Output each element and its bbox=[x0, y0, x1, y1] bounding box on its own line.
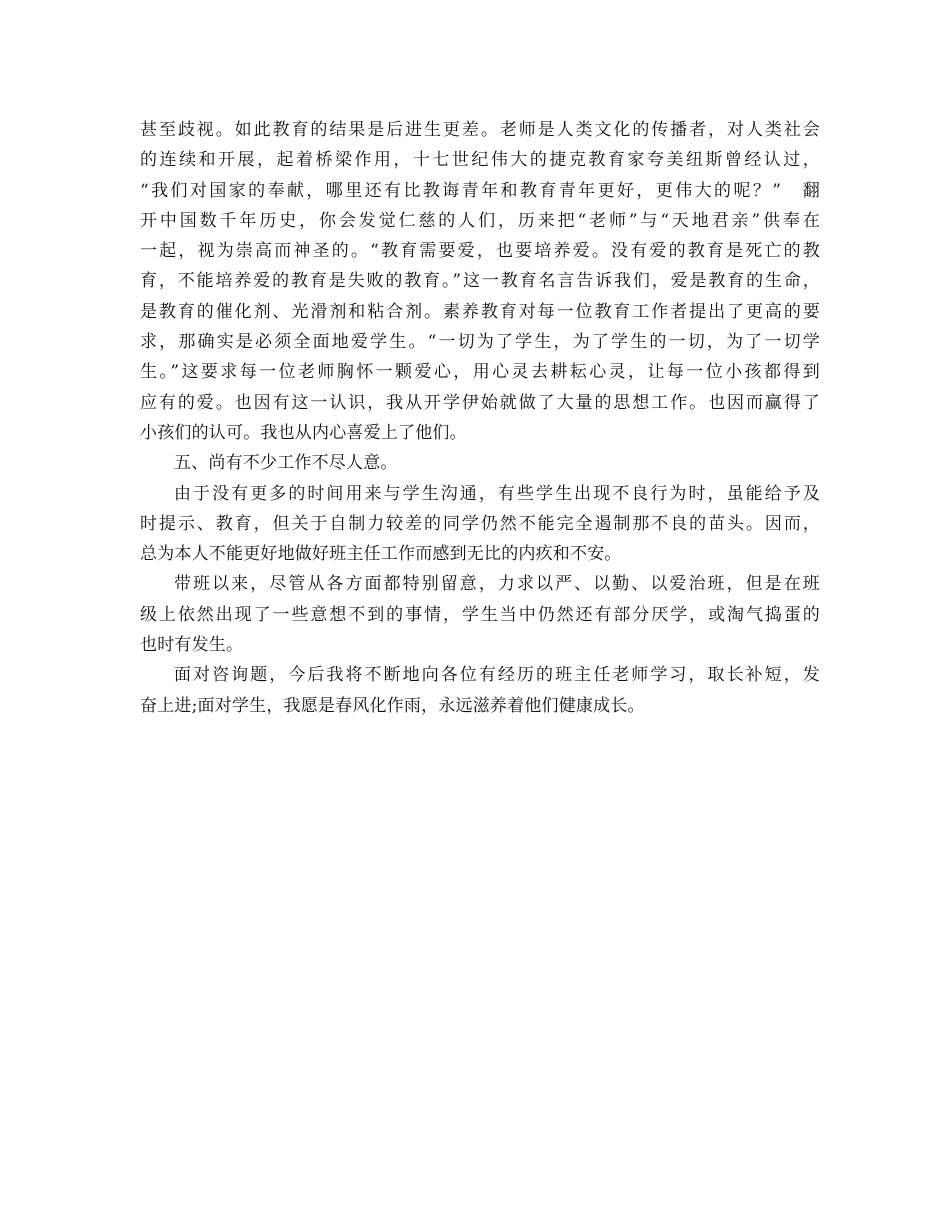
document-body bbox=[140, 115, 820, 721]
text-line: 由于没有更多的时间用来与学生沟通，有些学生出现不良行为时，虽能给予及 bbox=[174, 483, 820, 504]
text-line: 带班以来，尽管从各方面都特别留意，力求以严、以勤、以爱治班，但是在班 bbox=[174, 574, 820, 595]
text-line: “我们对国家的奉献，哪里还有比教诲青年和教育青年更好，更伟大的呢？” 翻 bbox=[140, 180, 820, 201]
text-line: 也时有发生。 bbox=[140, 635, 244, 656]
text-line: 一起，视为崇高而神圣的。“教育需要爱，也要培养爱。没有爱的教育是死亡的教 bbox=[140, 241, 820, 262]
text-line: 的连续和开展，起着桥梁作用，十七世纪伟大的捷克教育家夸美纽斯曾经认过， bbox=[140, 150, 820, 171]
section-heading: 五、尚有不少工作不尽人意。 bbox=[174, 453, 398, 474]
text-line: 甚至歧视。如此教育的结果是后进生更差。老师是人类文化的传播者，对人类社会 bbox=[140, 120, 820, 140]
text-line: 级上依然出现了一些意想不到的事情，学生当中仍然还有部分厌学，或淘气捣蛋的 bbox=[140, 604, 820, 625]
text-line: 时提示、教育，但关于自制力较差的同学仍然不能完全遏制那不良的苗头。因而， bbox=[140, 513, 820, 534]
text-line: 求，那确实是必须全面地爱学生。“一切为了学生，为了学生的一切，为了一切学 bbox=[140, 332, 820, 353]
text-line: 育，不能培养爱的教育是失败的教育。”这一教育名言告诉我们，爱是教育的生命， bbox=[140, 271, 820, 292]
text-line: 面对咨询题，今后我将不断地向各位有经历的班主任老师学习，取长补短，发 bbox=[174, 665, 820, 686]
text-line: 奋上进;面对学生，我愿是春风化作雨，永远滋养着他们健康成长。 bbox=[140, 695, 645, 716]
text-line: 小孩们的认可。我也从内心喜爱上了他们。 bbox=[140, 422, 467, 443]
text-line: 生。”这要求每一位老师胸怀一颗爱心，用心灵去耕耘心灵，让每一位小孩都得到 bbox=[140, 362, 820, 383]
text-line: 开中国数千年历史，你会发觉仁慈的人们，历来把“老师”与“天地君亲”供奉在 bbox=[140, 210, 820, 231]
text-line: 是教育的催化剂、光滑剂和粘合剂。素养教育对每一位教育工作者提出了更高的要 bbox=[140, 301, 820, 322]
text-line: 应有的爱。也因有这一认识，我从开学伊始就做了大量的思想工作。也因而赢得了 bbox=[140, 392, 820, 413]
text-line: 总为本人不能更好地做好班主任工作而感到无比的内疚和不安。 bbox=[140, 544, 622, 565]
